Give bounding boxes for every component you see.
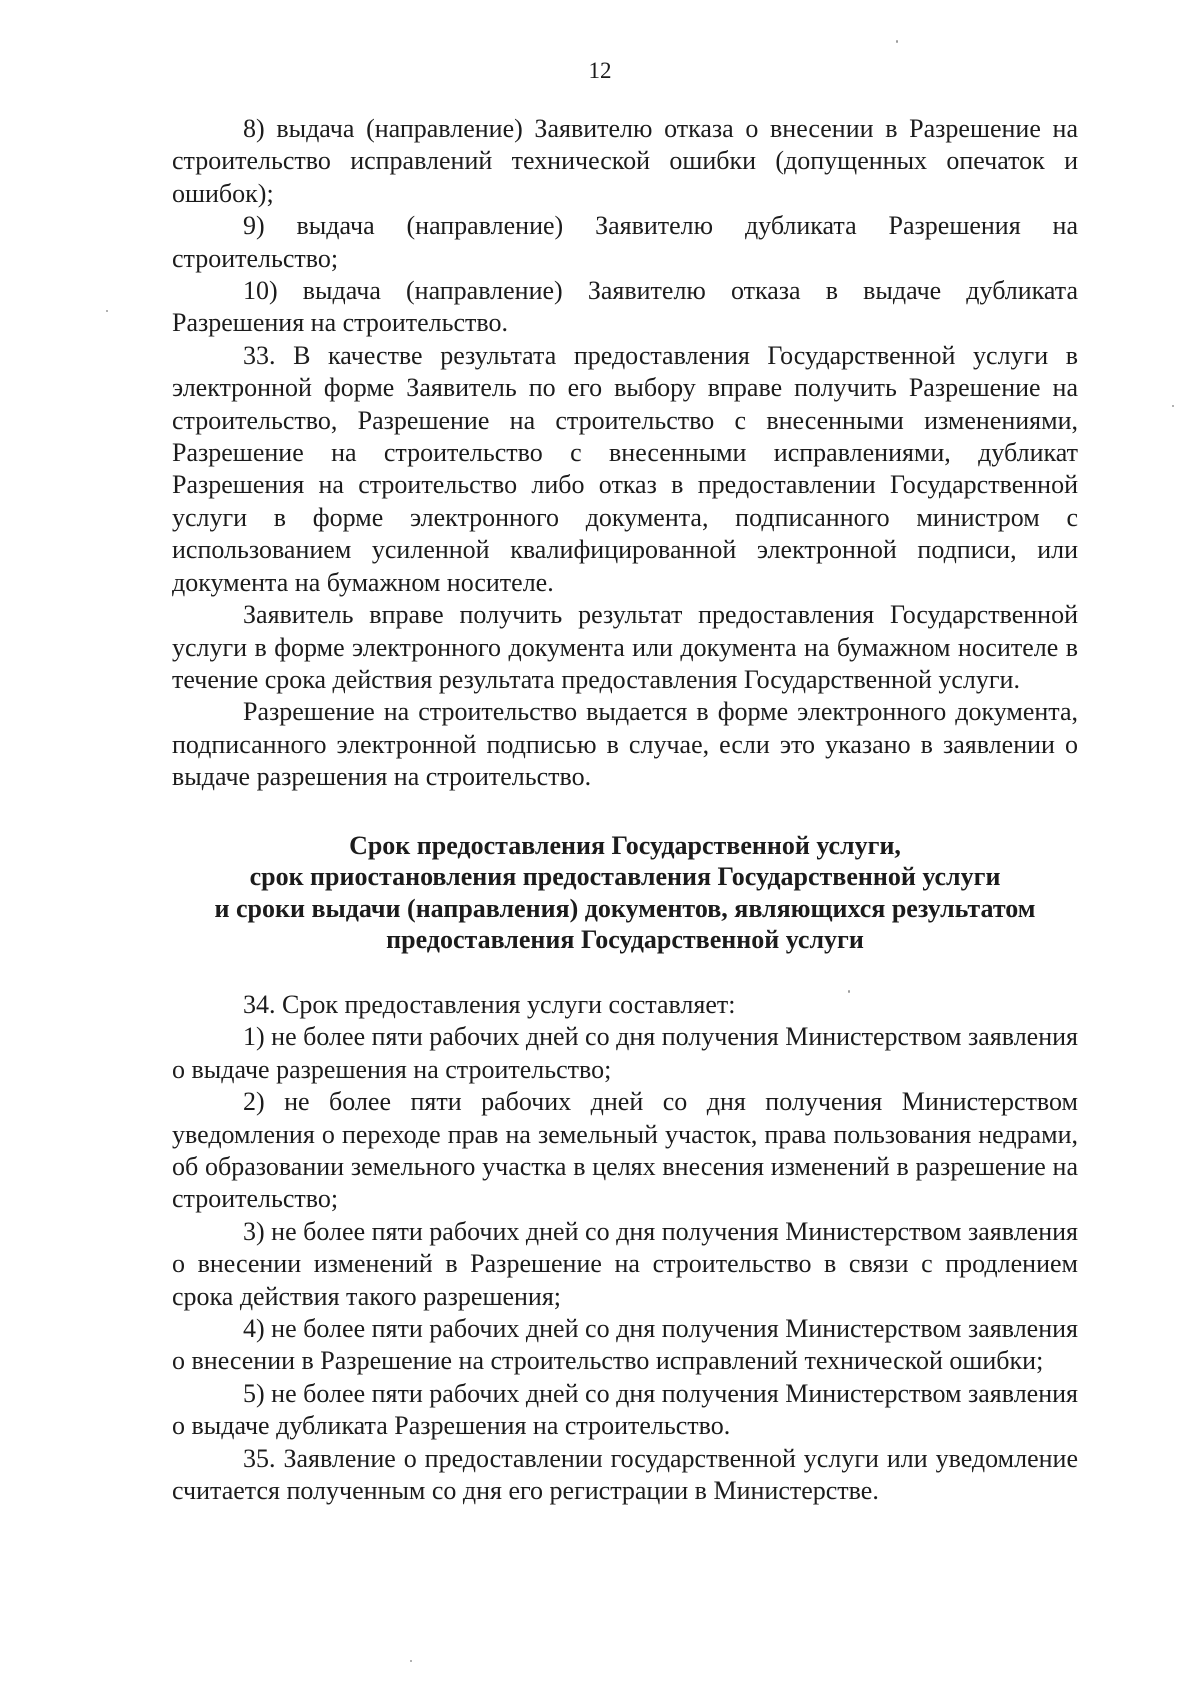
term-item-2: 2) не более пяти рабочих дней со дня получения Министерством уведомления о переходе прав на земельный участок, права пользования недрами, об образовании земельного участка в целях внесения изменений в разрешение на строительство; bbox=[172, 1087, 1078, 1214]
clause-35: 35. Заявление о предоставлении государственной услуги или уведомление считается полученным со дня его регистрации в Министерстве. bbox=[172, 1443, 1078, 1505]
scan-speck bbox=[896, 40, 898, 43]
section-heading-line-3: и сроки выдачи (направления) документов, являющихся результатом bbox=[214, 893, 1036, 923]
page-number: 12 bbox=[588, 58, 612, 83]
scan-speck bbox=[106, 310, 108, 312]
scan-speck bbox=[848, 990, 850, 993]
term-item-4: 4) не более пяти рабочих дней со дня получения Министерством заявления о внесении в Разрешение на строительство исправлений технической ошибки; bbox=[172, 1313, 1078, 1376]
paragraph-result-receipt: Заявитель вправе получить результат предоставления Государственной услуги в форме электронного документа или документа на бумажном носителе в течение срока действия результата предоставления Государственной услуги. bbox=[172, 600, 1078, 694]
list-item-9: 9) выдача (направление) Заявителю дубликата Разрешения на строительство; bbox=[172, 211, 1078, 273]
section-heading-line-4: предоставления Государственной услуги bbox=[386, 925, 864, 955]
term-item-1: 1) не более пяти рабочих дней со дня получения Министерством заявления о выдаче разрешения на строительство; bbox=[172, 1022, 1078, 1084]
clause-33: 33. В качестве результата предоставления Государственной услуги в электронной форме Заявитель по его выбору вправе получить Разрешение на строительство, Разрешение на строительство с внесенными изменениями, Разрешение на строительство с внесенными исправлениями, дубликат Разрешения на строительство либо отказ в предоставлении Государственной услуги в форме электронного документа, подписанного министром с использованием усиленной квалифицированной электронной подписи, или документа на бумажном носителе. bbox=[172, 340, 1078, 597]
term-item-5: 5) не более пяти рабочих дней со дня получения Министерством заявления о выдаче дубликата Разрешения на строительство. bbox=[172, 1378, 1078, 1441]
clause-34: 34. Срок предоставления услуги составляет: bbox=[243, 989, 736, 1019]
term-item-3: 3) не более пяти рабочих дней со дня получения Министерством заявления о внесении изменений в Разрешение на строительство в связи с продлением срока действия такого разрешения; bbox=[172, 1216, 1078, 1311]
scan-speck bbox=[410, 1660, 412, 1662]
paragraph-electronic-permit: Разрешение на строительство выдается в форме электронного документа, подписанного электронной подписью в случае, если это указано в заявлении о выдаче разрешения на строительство. bbox=[172, 697, 1078, 792]
section-heading bbox=[172, 830, 1078, 956]
list-item-8: 8) выдача (направление) Заявителю отказа о внесении в Разрешение на строительство исправлений технической ошибки (допущенных опечаток и ошибок); bbox=[172, 114, 1078, 208]
section-heading-line-1: Срок предоставления Государственной услуги, bbox=[349, 830, 901, 860]
list-item-10: 10) выдача (направление) Заявителю отказа в выдаче дубликата Разрешения на строительство. bbox=[172, 276, 1078, 338]
document-body bbox=[172, 113, 1078, 1507]
scan-speck bbox=[1172, 405, 1174, 407]
section-heading-line-2: срок приостановления предоставления Государственной услуги bbox=[249, 862, 1001, 892]
